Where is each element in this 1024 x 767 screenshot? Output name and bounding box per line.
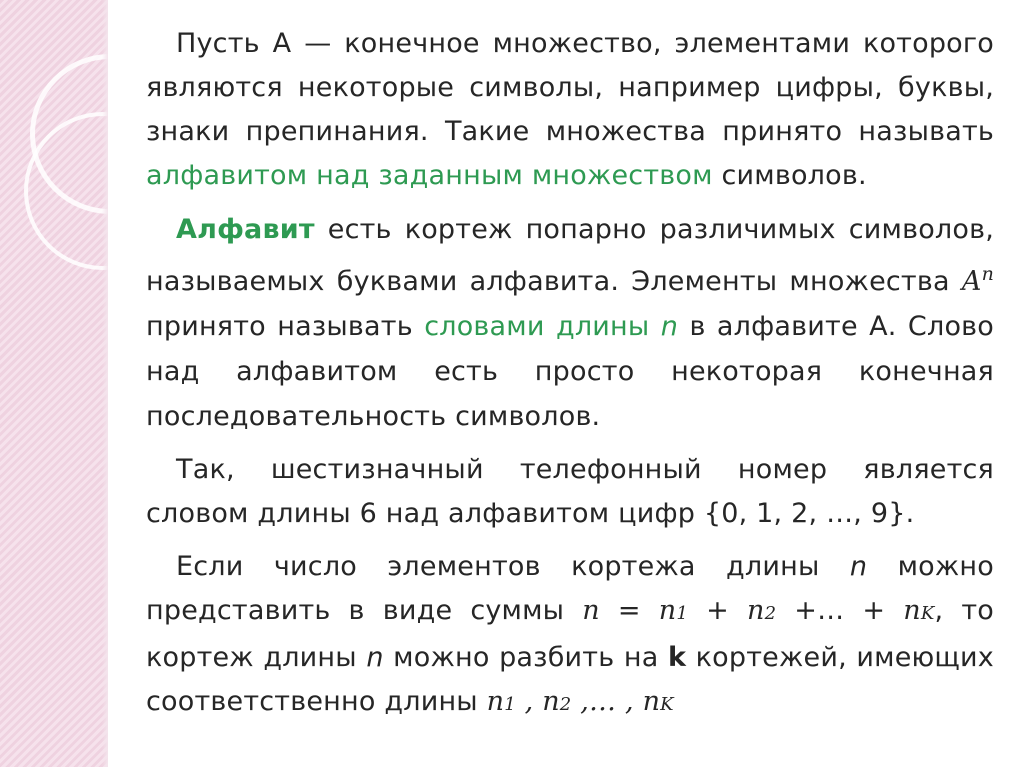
text-run: , то кортеж длины — [146, 595, 995, 673]
formula-n: n — [658, 595, 677, 626]
paragraph-alphabet-definition — [146, 22, 994, 198]
formula-plus: + — [688, 595, 747, 626]
slide-text — [146, 22, 994, 736]
term-words-length-n: n — [660, 311, 679, 342]
formula-subscript: K — [660, 694, 674, 715]
term-alphabet: Алфавит — [176, 214, 315, 245]
text-run: можно разбить на — [383, 642, 668, 673]
text-run: Пусть А — конечное множество, элементами которого являются некоторые символы, например цифры, буквы, знаки препинания. Такие множества принято называть — [146, 28, 994, 147]
paragraph-alphabet-words — [146, 207, 994, 439]
formula-subscript: 2 — [559, 694, 572, 715]
formula-subscript: 1 — [504, 694, 516, 715]
text-run: символов. — [712, 160, 867, 191]
formula-subscript: 1 — [676, 603, 689, 624]
text-run: есть кортеж попарно различимых символов, называемых буквами алфавита. Элементы множества — [146, 214, 994, 297]
formula-subscript: 2 — [764, 603, 777, 624]
formula-plus: +… + — [776, 595, 904, 626]
formula-n: n — [903, 595, 921, 626]
text-run: принято называть — [146, 311, 425, 342]
formula-separator: ,… , — [571, 686, 643, 717]
formula-n: n — [542, 686, 560, 717]
paragraph-phone-example — [146, 448, 994, 536]
formula-separator: , — [515, 686, 543, 717]
math-set-base: A — [961, 266, 982, 297]
text-run: Так, шестизначный телефонный номер является словом длины 6 над алфавитом цифр {0, 1, 2, …, 9}. — [146, 454, 994, 529]
formula-equals: = — [599, 595, 659, 626]
bold-k: k — [668, 642, 687, 673]
italic-n: n — [849, 551, 868, 582]
formula-subscript: K — [920, 603, 935, 624]
text-run: кортежей, имеющих соответственно длины — [146, 642, 994, 717]
term-alphabet-over-set: алфавитом над заданным множеством — [146, 160, 713, 191]
decorative-side-panel — [0, 0, 108, 767]
text-run: в алфавите А. Слово над алфавитом есть просто некоторая конечная последовательность символов. — [146, 311, 994, 432]
formula-n: n — [486, 686, 505, 717]
paragraph-tuple-split — [146, 545, 994, 727]
formula-n: n — [582, 595, 600, 626]
formula-n: n — [747, 595, 765, 626]
math-set-exponent: n — [981, 263, 994, 285]
italic-n: n — [366, 642, 384, 673]
slide-content — [109, 0, 1024, 767]
formula-n: n — [642, 686, 661, 717]
text-run: можно представить в виде суммы — [146, 551, 994, 626]
term-words-of-length: словами длины — [424, 311, 661, 342]
text-run: Если число элементов кортежа длины — [176, 551, 850, 582]
